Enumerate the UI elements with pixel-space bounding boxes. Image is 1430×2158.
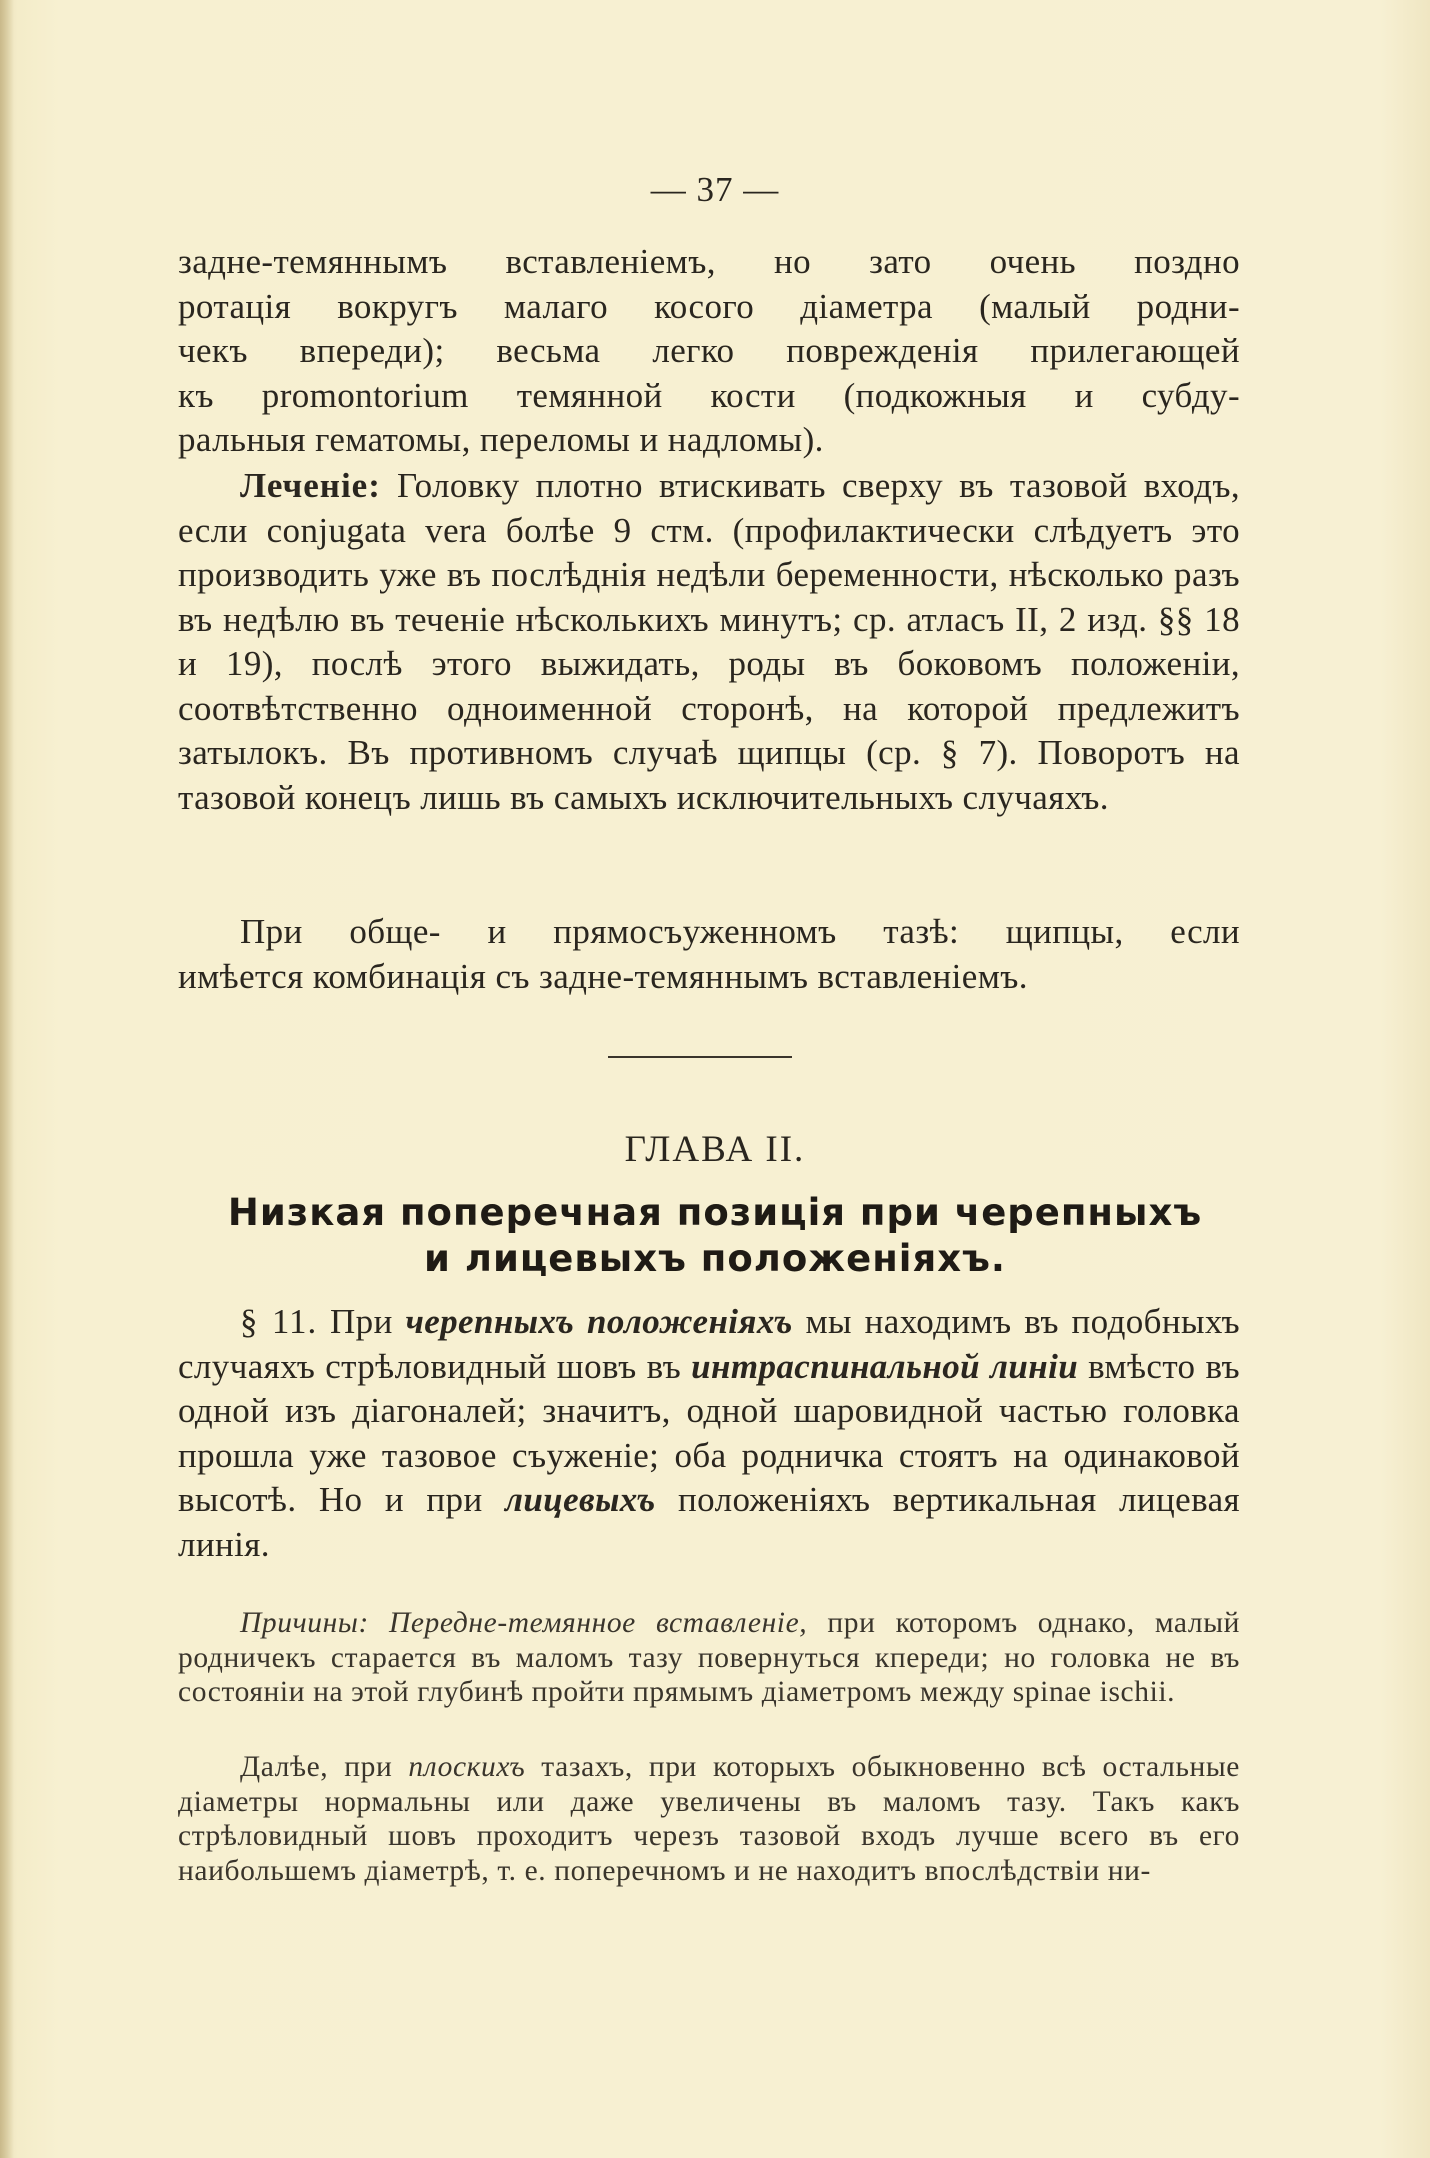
chapter-title-line: Низкая поперечная позиція при черепныхъ [227, 1191, 1203, 1234]
section-text: тазахъ, при которыхъ обыкновенно всѣ остальные діаметры нормальны или даже увеличены въ маломъ тазу. Такъ какъ стрѣловидный шовъ проходитъ черезъ тазовой входъ лучше всего въ его наибольшемъ діаметрѣ, т. е. поперечномъ и не находитъ впослѣдствіи ни- [178, 1751, 1240, 1887]
text-line: ротація вокругъ малаго косого діаметра (малый родни- [178, 286, 1240, 326]
causes-text: при которомъ однако, малый родничекъ старается въ маломъ тазу повернуться кпереди; но головка не въ состояніи на этой глубинѣ пройти прямымъ діаметромъ между spinae ischii. [178, 1607, 1241, 1708]
section-text: мы находимъ въ подобныхъ случаяхъ стрѣловидный шовъ въ [178, 1302, 1240, 1386]
treatment-paragraph [178, 464, 1240, 820]
contracted-pelvis-paragraph [178, 910, 1240, 999]
text-line: ральныя гематомы, переломы и надломы). [178, 420, 824, 459]
causes-paragraph [178, 1606, 1240, 1710]
section-mark: § 11. [240, 1302, 318, 1341]
section-divider [608, 1056, 792, 1058]
emphasis-term: черепныхъ положеніяхъ [405, 1302, 793, 1341]
section-11-paragraph [178, 1300, 1240, 1567]
text-line: къ promontorium темянной кости (подкожныя и субду- [178, 375, 1240, 415]
causes-label: Причины: Передне-темянное вставленіе, [240, 1607, 808, 1639]
chapter-title [0, 1190, 1430, 1282]
emphasis-term: интраспинальной линіи [691, 1346, 1079, 1386]
paragraph-continuation [178, 240, 1240, 463]
treatment-text: Головку плотно втискивать сверху въ тазовой входъ, если conjugata vera болѣе 9 стм. (профилактически слѣдуетъ это производить уже въ послѣднія недѣли беременности, нѣсколько разъ въ недѣлю въ теченіе нѣсколькихъ минутъ; ср. атласъ II, 2 изд. §§ 18 и 19), послѣ этого выжидать, роды въ боковомъ положеніи, соотвѣтственно одноименной сторонѣ, на которой предлежитъ затылокъ. Въ противномъ случаѣ щипцы (ср. § 7). Поворотъ на тазовой конецъ лишь въ самыхъ исключительныхъ случаяхъ. [178, 466, 1240, 817]
text-line: задне-темяннымъ вставленіемъ, но зато очень поздно [178, 242, 1240, 281]
chapter-title-line: и лицевыхъ положеніяхъ. [424, 1237, 1006, 1280]
text-line: При обще- и прямосъуженномъ тазѣ: щипцы, если [240, 912, 1240, 951]
section-text: Далѣе, при [240, 1751, 409, 1783]
treatment-label: Леченіе: [240, 466, 381, 505]
section-text: положеніяхъ вертикальная лицевая линія. [178, 1480, 1240, 1564]
section-text: вмѣсто въ одной изъ діагоналей; значитъ, одной шаровидной частью головка прошла уже тазовое съуженіе; оба родничка стоятъ на одинаковой высотѣ. Но и при [178, 1346, 1241, 1519]
emphasis-term: лицевыхъ [505, 1480, 656, 1519]
text-line: имѣется комбинація съ задне-темяннымъ вставленіемъ. [178, 956, 1028, 996]
emphasis-term: плоскихъ [408, 1751, 526, 1783]
section-text: При [317, 1302, 406, 1341]
text-line: чекъ впереди); весьма легко поврежденія прилегающей [178, 331, 1240, 370]
flat-pelvis-paragraph [178, 1750, 1240, 1888]
page-number: — 37 — [650, 170, 780, 209]
chapter-label: ГЛАВА II. [624, 1129, 806, 1170]
page-edge-shadow [0, 0, 14, 2158]
